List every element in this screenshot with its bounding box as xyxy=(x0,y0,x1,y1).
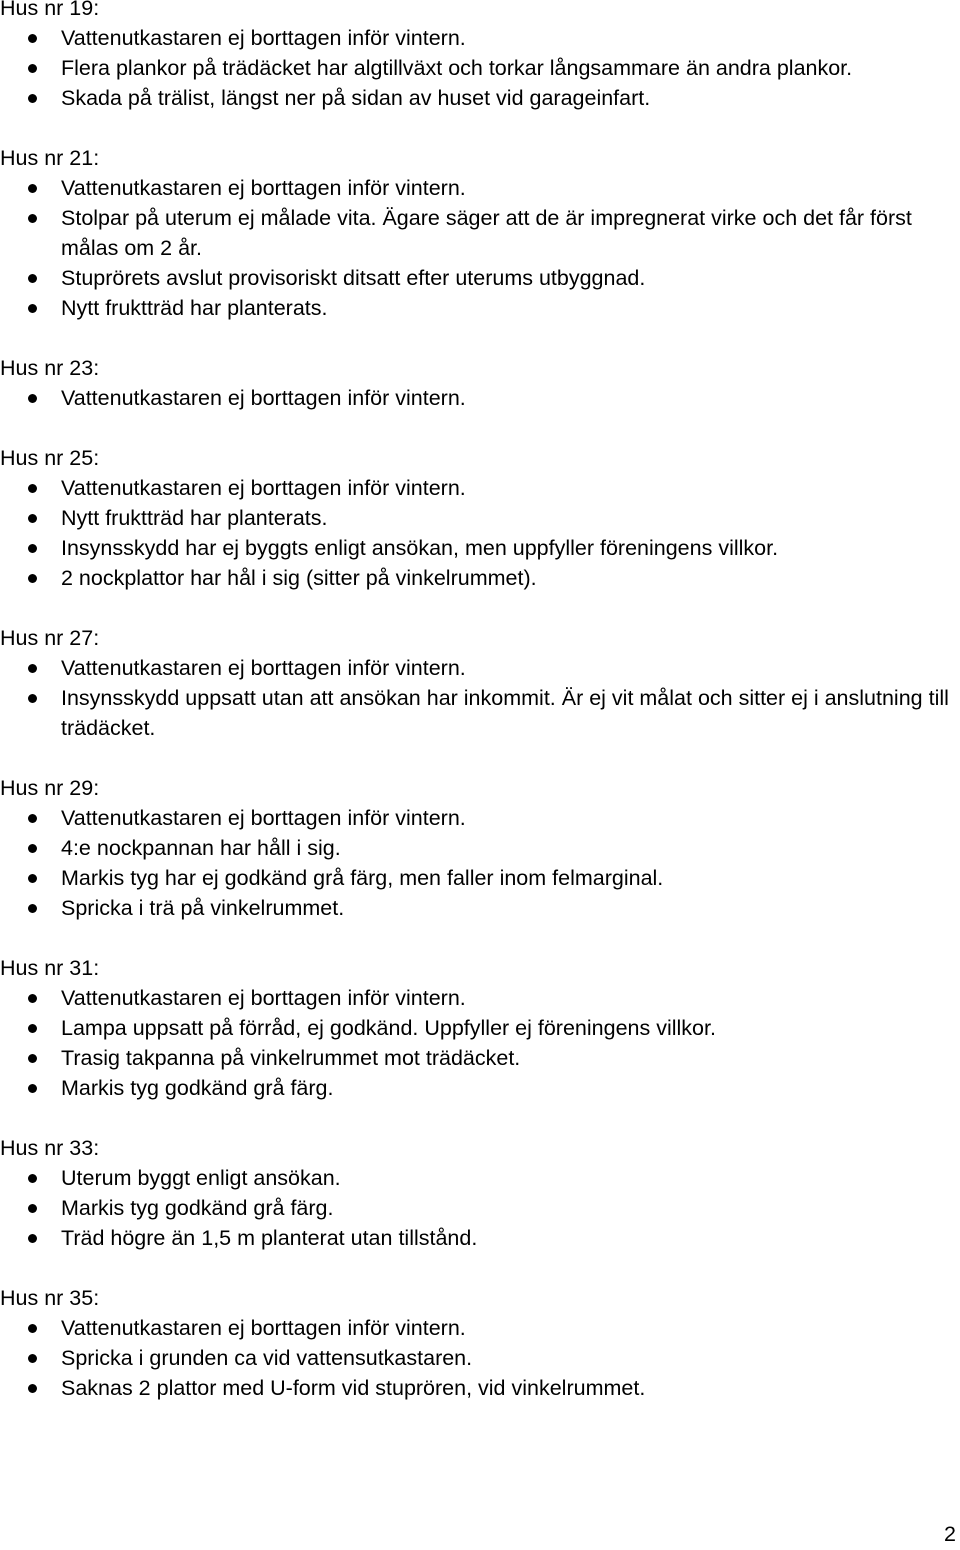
list-item-text: Uterum byggt enligt ansökan. xyxy=(61,1166,341,1190)
list-item xyxy=(0,1343,958,1373)
bullet-icon xyxy=(28,1354,37,1363)
list-item-text: Trasig takpanna på vinkelrummet mot trädäcket. xyxy=(61,1046,521,1070)
list-item-text: Insynsskydd uppsatt utan att ansökan har inkommit. Är ej vit målat och sitter ej i anslutning till trädäcket. xyxy=(61,686,949,740)
bullet-icon xyxy=(28,574,37,583)
house-section xyxy=(0,0,958,113)
bullet-icon xyxy=(28,814,37,823)
bullet-icon xyxy=(28,1234,37,1243)
list-item xyxy=(0,893,958,923)
bullet-icon xyxy=(28,214,37,223)
house-section xyxy=(0,443,958,593)
bullet-icon xyxy=(28,274,37,283)
list-item xyxy=(0,1163,958,1193)
list-item-text: Vattenutkastaren ej borttagen inför vintern. xyxy=(61,386,466,410)
bullet-icon xyxy=(28,394,37,403)
list-item xyxy=(0,1043,958,1073)
list-item-text: Saknas 2 plattor med U-form vid stuprören, vid vinkelrummet. xyxy=(61,1376,646,1400)
list-item-text: Spricka i grunden ca vid vattensutkastaren. xyxy=(61,1346,473,1370)
bullet-icon xyxy=(28,904,37,913)
bullet-icon xyxy=(28,304,37,313)
bullet-icon xyxy=(28,1084,37,1093)
list-item-text: Markis tyg godkänd grå färg. xyxy=(61,1196,334,1220)
bullet-icon xyxy=(28,1324,37,1333)
list-item-text: Stolpar på uterum ej målade vita. Ägare säger att de är impregnerat virke och det får först målas om 2 år. xyxy=(61,206,912,260)
bullet-icon xyxy=(28,544,37,553)
list-item-text: Vattenutkastaren ej borttagen inför vintern. xyxy=(61,656,466,680)
list-item xyxy=(0,563,958,593)
list-item xyxy=(0,53,958,83)
house-section xyxy=(0,953,958,1103)
bullet-icon xyxy=(28,994,37,1003)
list-item xyxy=(0,863,958,893)
list-item-text: Vattenutkastaren ej borttagen inför vintern. xyxy=(61,26,466,50)
list-item-text: Vattenutkastaren ej borttagen inför vintern. xyxy=(61,986,466,1010)
remark-list xyxy=(0,473,958,593)
section-heading: Hus nr 27: xyxy=(0,626,100,650)
list-item-text: Flera plankor på trädäcket har algtillväxt och torkar långsammare än andra plankor. xyxy=(61,56,853,80)
list-item xyxy=(0,833,958,863)
bullet-icon xyxy=(28,1174,37,1183)
bullet-icon xyxy=(28,34,37,43)
list-item-text: Spricka i trä på vinkelrummet. xyxy=(61,896,345,920)
list-item-text: 2 nockplattor har hål i sig (sitter på vinkelrummet). xyxy=(61,566,537,590)
list-item-text: Vattenutkastaren ej borttagen inför vintern. xyxy=(61,1316,466,1340)
list-item-text: Vattenutkastaren ej borttagen inför vintern. xyxy=(61,806,466,830)
list-item-text: Nytt fruktträd har planterats. xyxy=(61,506,328,530)
bullet-icon xyxy=(28,664,37,673)
list-item xyxy=(0,1073,958,1103)
list-item xyxy=(0,683,958,743)
bullet-icon xyxy=(28,484,37,493)
section-heading: Hus nr 25: xyxy=(0,446,100,470)
bullet-icon xyxy=(28,94,37,103)
list-item xyxy=(0,263,958,293)
house-section xyxy=(0,623,958,743)
remark-list xyxy=(0,23,958,113)
bullet-icon xyxy=(28,184,37,193)
bullet-icon xyxy=(28,844,37,853)
bullet-icon xyxy=(28,874,37,883)
list-item xyxy=(0,383,958,413)
list-item-text: Skada på trälist, längst ner på sidan av huset vid garageinfart. xyxy=(61,86,651,110)
section-heading: Hus nr 31: xyxy=(0,956,100,980)
section-heading: Hus nr 23: xyxy=(0,356,100,380)
house-section xyxy=(0,773,958,923)
list-item-text: Stuprörets avslut provisoriskt ditsatt efter uterums utbyggnad. xyxy=(61,266,646,290)
house-section xyxy=(0,1133,958,1253)
list-item xyxy=(0,1373,958,1403)
bullet-icon xyxy=(28,1384,37,1393)
remark-list xyxy=(0,173,958,323)
list-item xyxy=(0,1313,958,1343)
remark-list xyxy=(0,383,958,413)
section-heading: Hus nr 19: xyxy=(0,0,100,20)
list-item xyxy=(0,1223,958,1253)
section-heading: Hus nr 29: xyxy=(0,776,100,800)
remark-list xyxy=(0,653,958,743)
list-item xyxy=(0,173,958,203)
remark-list xyxy=(0,1313,958,1403)
house-section xyxy=(0,143,958,323)
list-item xyxy=(0,1013,958,1043)
remark-list xyxy=(0,1163,958,1253)
list-item-text: Vattenutkastaren ej borttagen inför vintern. xyxy=(61,476,466,500)
bullet-icon xyxy=(28,1024,37,1033)
list-item xyxy=(0,23,958,53)
list-item-text: Träd högre än 1,5 m planterat utan tillstånd. xyxy=(61,1226,478,1250)
list-item-text: 4:e nockpannan har håll i sig. xyxy=(61,836,341,860)
list-item-text: Vattenutkastaren ej borttagen inför vintern. xyxy=(61,176,466,200)
list-item-text: Markis tyg godkänd grå färg. xyxy=(61,1076,334,1100)
list-item-text: Nytt fruktträd har planterats. xyxy=(61,296,328,320)
house-section xyxy=(0,1283,958,1403)
list-item-text: Lampa uppsatt på förråd, ej godkänd. Uppfyller ej föreningens villkor. xyxy=(61,1016,716,1040)
bullet-icon xyxy=(28,514,37,523)
list-item xyxy=(0,473,958,503)
bullet-icon xyxy=(28,694,37,703)
remark-list xyxy=(0,803,958,923)
section-heading: Hus nr 21: xyxy=(0,146,100,170)
list-item xyxy=(0,983,958,1013)
list-item xyxy=(0,293,958,323)
list-item xyxy=(0,503,958,533)
bullet-icon xyxy=(28,1204,37,1213)
list-item xyxy=(0,653,958,683)
list-item xyxy=(0,533,958,563)
house-section xyxy=(0,353,958,413)
list-item-text: Markis tyg har ej godkänd grå färg, men faller inom felmarginal. xyxy=(61,866,664,890)
list-item xyxy=(0,203,958,263)
page-number: 2 xyxy=(944,1522,956,1546)
bullet-icon xyxy=(28,64,37,73)
section-heading: Hus nr 33: xyxy=(0,1136,100,1160)
remark-list xyxy=(0,983,958,1103)
list-item xyxy=(0,83,958,113)
section-heading: Hus nr 35: xyxy=(0,1286,100,1310)
list-item xyxy=(0,803,958,833)
list-item-text: Insynsskydd har ej byggts enligt ansökan, men uppfyller föreningens villkor. xyxy=(61,536,779,560)
bullet-icon xyxy=(28,1054,37,1063)
list-item xyxy=(0,1193,958,1223)
